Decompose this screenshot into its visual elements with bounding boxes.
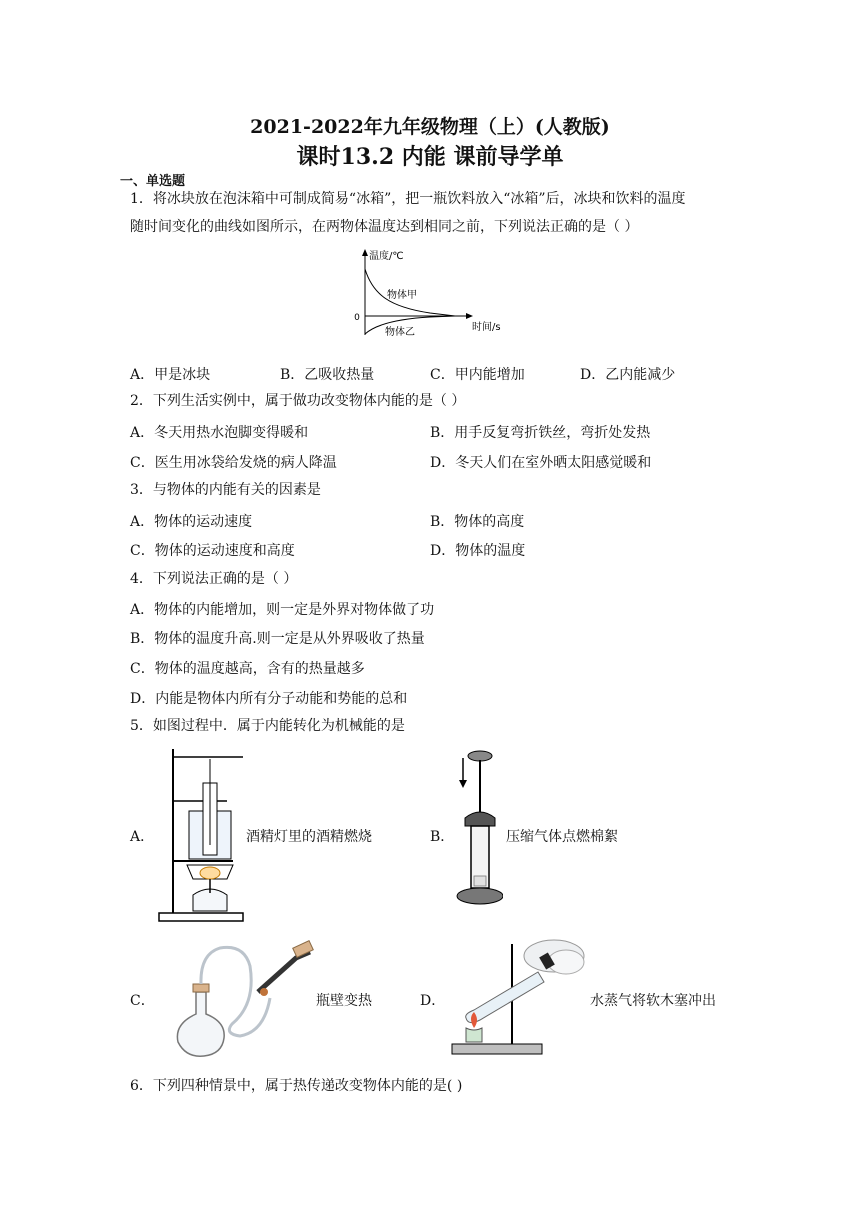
graph-xlabel: 时间/s: [472, 322, 501, 333]
q5-option-c-letter: C．: [130, 993, 155, 1009]
q3-option-d: D．物体的温度: [430, 543, 526, 559]
x-axis-arrow: [466, 313, 473, 319]
q4-option-a: A．物体的内能增加，则一定是外界对物体做了功: [130, 602, 435, 618]
graph-label-a: 物体甲: [387, 290, 417, 301]
q5-option-b-letter: B．: [430, 829, 455, 845]
q2-option-d: D．冬天人们在室外晒太阳感觉暖和: [430, 455, 652, 471]
q2-option-a: A．冬天用热水泡脚变得暖和: [130, 425, 309, 441]
q4-option-b: B．物体的温度升高.则一定是从外界吸收了热量: [130, 631, 425, 647]
q2-stem: 2．下列生活实例中，属于做功改变物体内能的是（ ）: [130, 393, 466, 409]
q1-option-c: C．甲内能增加: [430, 367, 525, 383]
graph-ylabel: 温度/℃: [369, 251, 404, 262]
q4-option-d: D．内能是物体内所有分子动能和势能的总和: [130, 691, 408, 707]
doc-subtitle: 课时13.2 内能 课前导学单: [296, 144, 564, 170]
q5-option-a-letter: A．: [130, 829, 155, 845]
q1-option-b: B．乙吸收热量: [280, 367, 375, 383]
q3-option-a: A．物体的运动速度: [130, 514, 253, 530]
q3-option-c: C．物体的运动速度和高度: [130, 543, 295, 559]
y-axis-arrow: [362, 249, 368, 256]
q2-option-b: B．用手反复弯折铁丝，弯折处发热: [430, 425, 651, 441]
q1-stem-line1: 1．将冰块放在泡沫箱中可制成简易“冰箱”，把一瓶饮料放入“冰箱”后，冰块和饮料的温度: [130, 191, 686, 207]
q4-option-c: C．物体的温度越高，含有的热量越多: [130, 661, 365, 677]
q3-stem: 3．与物体的内能有关的因素是: [130, 482, 321, 498]
q5-stem: 5．如图过程中．属于内能转化为机械能的是: [130, 718, 405, 734]
q5-figure-a-alcohol-lamp-apparatus: [157, 745, 245, 925]
q1-stem-line2: 随时间变化的曲线如图所示，在两物体温度达到相同之前，下列说法正确的是（ ）: [130, 219, 639, 235]
q5-figure-d-test-tube-cork: [446, 936, 590, 1060]
q5-option-b-text: 压缩气体点燃棉絮: [506, 829, 618, 845]
q5-option-a-text: 酒精灯里的酒精燃烧: [246, 829, 372, 845]
q3-option-b: B．物体的高度: [430, 514, 525, 530]
doc-title: 2021-2022年九年级物理（上）(人教版): [250, 116, 610, 138]
q5-figure-b-compression-tube: [453, 748, 503, 908]
q1-temperature-graph: [345, 247, 515, 342]
q5-option-d-letter: D．: [420, 993, 446, 1009]
q5-option-c-text: 瓶壁变热: [316, 993, 372, 1009]
q5-figure-c-flask-and-heat-gun: [160, 936, 314, 1060]
q1-option-d: D．乙内能减少: [580, 367, 676, 383]
q6-stem: 6．下列四种情景中，属于热传递改变物体内能的是( ): [130, 1078, 463, 1094]
q5-option-d-text: 水蒸气将软木塞冲出: [590, 993, 716, 1009]
graph-label-b: 物体乙: [385, 327, 415, 338]
graph-origin: 0: [354, 313, 360, 323]
q2-option-c: C．医生用冰袋给发烧的病人降温: [130, 455, 337, 471]
q4-stem: 4．下列说法正确的是（ ）: [130, 571, 298, 587]
section-heading: 一、单选题: [120, 174, 186, 189]
q1-option-a: A．甲是冰块: [130, 367, 211, 383]
